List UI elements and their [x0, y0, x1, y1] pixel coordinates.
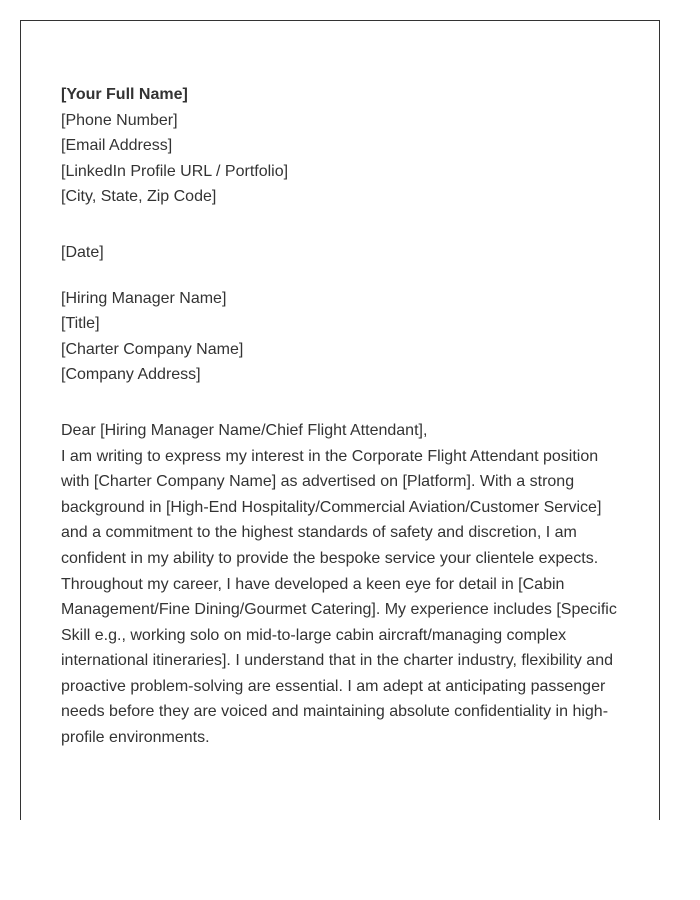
sender-linkedin: [LinkedIn Profile URL / Portfolio] — [61, 162, 289, 180]
sender-location: [City, State, Zip Code] — [61, 188, 217, 206]
date-block — [61, 240, 631, 266]
salutation: Dear [Hiring Manager Name/Chief Flight Attendant], — [61, 421, 428, 439]
recipient-title: [Title] — [61, 315, 100, 333]
sender-email: [Email Address] — [61, 137, 173, 155]
recipient-address: [Company Address] — [61, 366, 201, 384]
letter-page — [20, 20, 660, 820]
letter-body — [61, 82, 631, 751]
body-paragraph-1: I am writing to express my interest in the Corporate Flight Attendant position with [Charter Company Name] as advertised on [Platform]. With a strong background in [High-End Hospitality/Commercial Aviation/Customer Service] and a commitment to the highest standards of safety and discretion, I am confident in my ability to provide the bespoke service your clientele expects. — [61, 447, 602, 567]
recipient-name: [Hiring Manager Name] — [61, 289, 227, 307]
sender-phone: [Phone Number] — [61, 111, 178, 129]
sender-block — [61, 82, 631, 210]
body-paragraph-2: Throughout my career, I have developed a keen eye for detail in [Cabin Management/Fine Dining/Gourmet Catering]. My experience includes [Specific Skill e.g., working solo on mid-to-large cabin aircraft/managing complex international itineraries]. I understand that in the charter industry, flexibility and proactive problem-solving are essential. I am adept at anticipating passenger needs before they are voiced and maintaining absolute confidentiality in high-profile environments. — [61, 575, 617, 747]
letter-date: [Date] — [61, 243, 104, 261]
recipient-company: [Charter Company Name] — [61, 340, 244, 358]
salutation-block — [61, 418, 631, 444]
recipient-block — [61, 286, 631, 388]
sender-name: [Your Full Name] — [61, 86, 188, 103]
